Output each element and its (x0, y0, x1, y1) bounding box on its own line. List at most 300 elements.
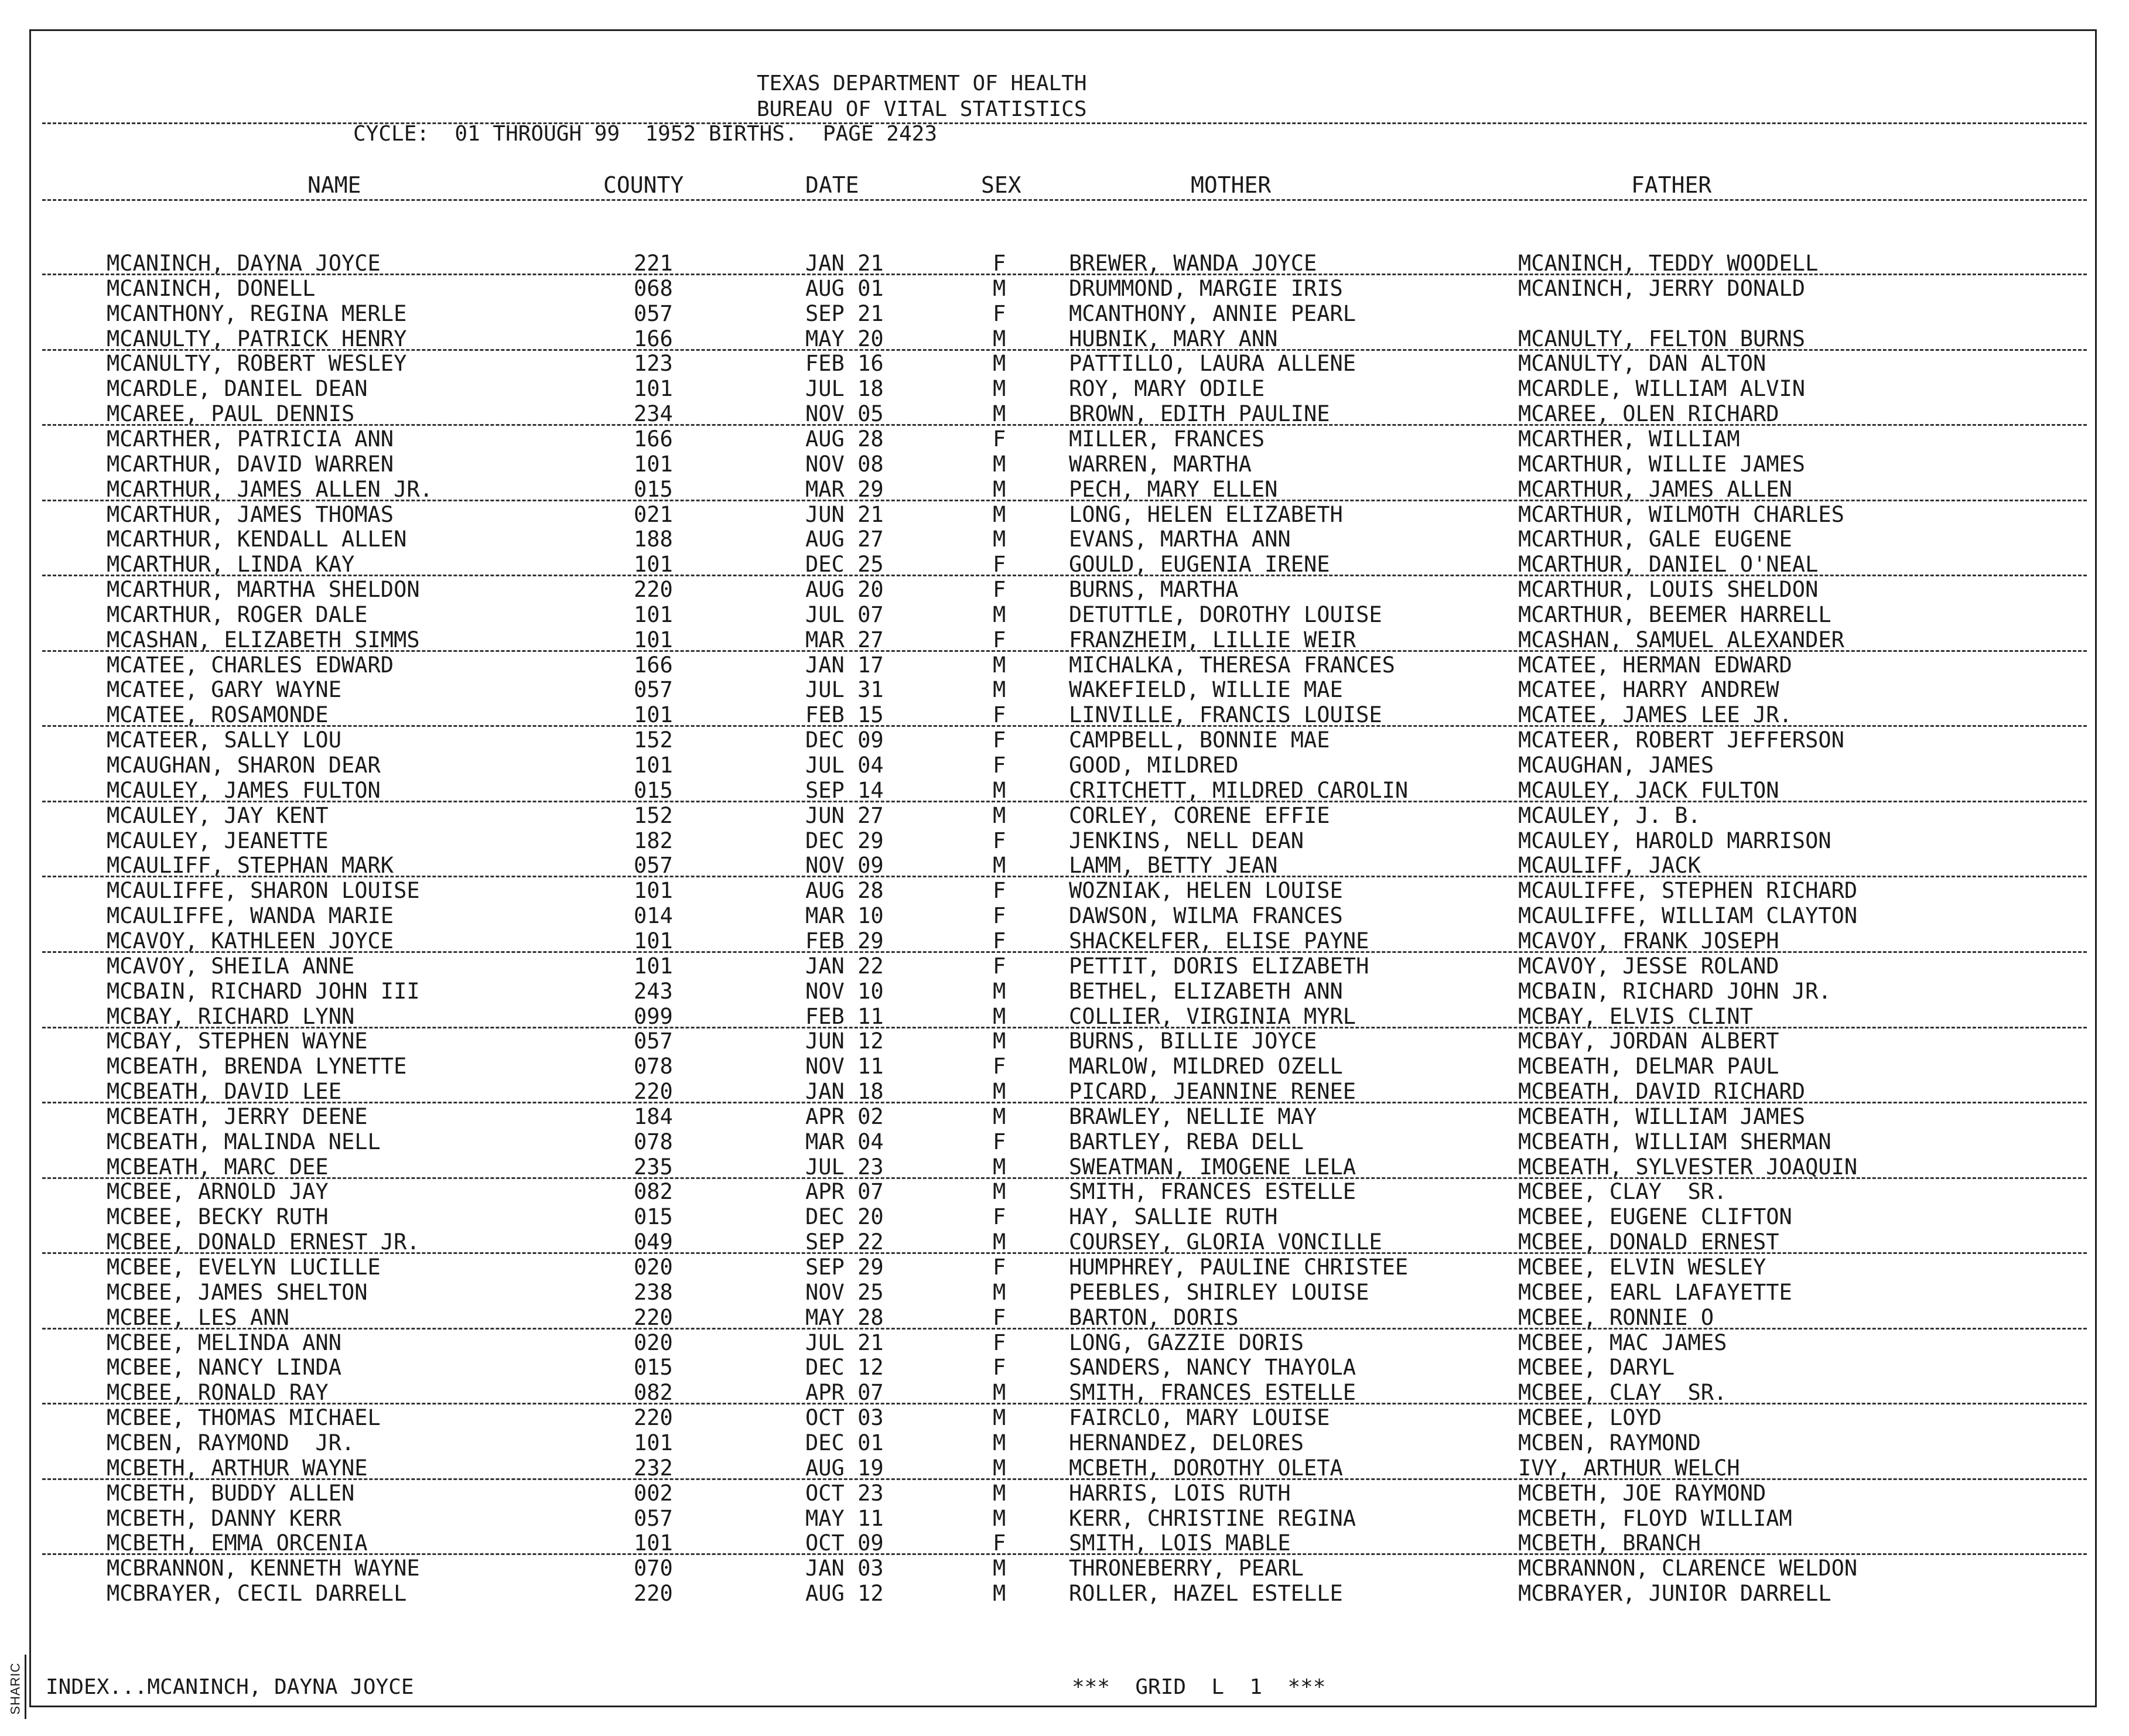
column-mother-header: MOTHER (1191, 172, 1272, 198)
record-name: MCAULEY, JEANETTE (107, 828, 329, 853)
record-name: MCBETH, DANNY KERR (107, 1506, 341, 1531)
record-father: MCARTHUR, BEEMER HARRELL (1518, 602, 1831, 627)
record-date: JAN 03 (805, 1556, 884, 1581)
record-father: MCANULTY, DAN ALTON (1518, 351, 1766, 376)
record-mother: LAMM, BETTY JEAN (1069, 853, 1278, 878)
record-county: 182 (634, 828, 673, 853)
record-date: AUG 12 (805, 1581, 884, 1606)
record-date: MAR 27 (805, 627, 884, 652)
record-date: JAN 22 (805, 954, 884, 979)
record-father: MCBEE, EARL LAFAYETTE (1518, 1280, 1792, 1305)
record-county: 068 (634, 276, 673, 301)
record-name: MCBRAYER, CECIL DARRELL (107, 1581, 407, 1606)
record-county: 101 (634, 878, 673, 903)
record-row (0, 527, 2129, 551)
record-row (0, 251, 2129, 275)
record-father: MCBEN, RAYMOND (1518, 1430, 1701, 1455)
record-sex: M (993, 652, 1006, 678)
record-name: MCBRANNON, KENNETH WAYNE (107, 1556, 420, 1581)
record-mother: CRITCHETT, MILDRED CAROLIN (1069, 778, 1409, 803)
record-row (0, 853, 2129, 877)
record-row (0, 702, 2129, 727)
record-name: MCAULIFF, STEPHAN MARK (107, 853, 394, 878)
record-county: 166 (634, 326, 673, 351)
record-father: MCBEATH, WILLIAM JAMES (1518, 1104, 1806, 1129)
record-mother: GOOD, MILDRED (1069, 753, 1239, 778)
record-row (0, 1305, 2129, 1330)
record-date: JAN 21 (805, 251, 884, 276)
record-mother: SMITH, LOIS MABLE (1069, 1530, 1291, 1556)
record-mother: LINVILLE, FRANCIS LOUISE (1069, 702, 1382, 727)
record-name: MCASHAN, ELIZABETH SIMMS (107, 627, 420, 652)
record-name: MCATEE, ROSAMONDE (107, 702, 329, 727)
record-mother: FRANZHEIM, LILLIE WEIR (1069, 627, 1356, 652)
record-name: MCBEATH, MARC DEE (107, 1154, 329, 1180)
record-date: AUG 19 (805, 1455, 884, 1481)
record-sex: M (993, 1380, 1006, 1405)
record-county: 152 (634, 803, 673, 828)
record-sex: M (993, 602, 1006, 627)
record-sex: M (993, 1455, 1006, 1481)
record-father: MCAULIFFE, WILLIAM CLAYTON (1518, 903, 1858, 928)
record-sex: M (993, 1079, 1006, 1104)
record-county: 220 (634, 1581, 673, 1606)
record-row (0, 477, 2129, 501)
record-county: 221 (634, 251, 673, 276)
record-county: 234 (634, 401, 673, 426)
record-county: 152 (634, 727, 673, 753)
record-name: MCBETH, BUDDY ALLEN (107, 1481, 355, 1506)
row-group-rule (42, 951, 2087, 953)
record-sex: M (993, 276, 1006, 301)
record-name: MCARTHUR, DAVID WARREN (107, 452, 394, 477)
record-father: MCBEATH, WILLIAM SHERMAN (1518, 1129, 1831, 1154)
record-row (0, 301, 2129, 326)
record-sex: M (993, 376, 1006, 401)
record-name: MCARTHUR, JAMES THOMAS (107, 502, 394, 527)
record-sex: F (993, 702, 1006, 727)
record-name: MCBEE, ARNOLD JAY (107, 1179, 329, 1204)
record-mother: SWEATMAN, IMOGENE LELA (1069, 1154, 1356, 1180)
record-mother: HARRIS, LOIS RUTH (1069, 1481, 1291, 1506)
record-mother: WOZNIAK, HELEN LOUISE (1069, 878, 1343, 903)
record-mother: HAY, SALLIE RUTH (1069, 1204, 1278, 1229)
record-row (0, 1255, 2129, 1279)
record-date: FEB 16 (805, 351, 884, 376)
record-father: MCARTHUR, WILLIE JAMES (1518, 452, 1806, 477)
record-father: MCARTHUR, GALE EUGENE (1518, 527, 1792, 552)
record-father: MCBETH, JOE RAYMOND (1518, 1481, 1766, 1506)
record-mother: CAMPBELL, BONNIE MAE (1069, 727, 1330, 753)
row-group-rule (42, 274, 2087, 275)
record-mother: DAWSON, WILMA FRANCES (1069, 903, 1343, 928)
record-sex: F (993, 1355, 1006, 1380)
cycle-line: CYCLE: 01 THROUGH 99 1952 BIRTHS. PAGE 2423 (353, 122, 937, 146)
record-date: MAR 10 (805, 903, 884, 928)
record-sex: F (993, 1204, 1006, 1229)
record-name: MCBAY, STEPHEN WAYNE (107, 1028, 368, 1054)
column-father-header: FATHER (1631, 172, 1712, 198)
record-date: DEC 01 (805, 1430, 884, 1455)
record-father: MCAULEY, JACK FULTON (1518, 778, 1779, 803)
record-county: 049 (634, 1229, 673, 1255)
record-row (0, 878, 2129, 903)
record-sex: F (993, 954, 1006, 979)
record-sex: M (993, 452, 1006, 477)
record-father: MCAUGHAN, JAMES (1518, 753, 1714, 778)
record-sex: F (993, 1054, 1006, 1079)
record-father: MCBRAYER, JUNIOR DARRELL (1518, 1581, 1831, 1606)
row-group-rule (42, 725, 2087, 727)
record-row (0, 928, 2129, 953)
record-date: JAN 18 (805, 1079, 884, 1104)
record-sex: M (993, 351, 1006, 376)
record-county: 020 (634, 1255, 673, 1280)
record-mother: FAIRCLO, MARY LOUISE (1069, 1405, 1330, 1430)
record-sex: M (993, 1004, 1006, 1029)
record-row (0, 727, 2129, 752)
row-group-rule (42, 1553, 2087, 1555)
record-sex: M (993, 1280, 1006, 1305)
record-sex: M (993, 853, 1006, 878)
record-date: DEC 09 (805, 727, 884, 753)
record-mother: HUBNIK, MARY ANN (1069, 326, 1278, 351)
record-father: MCBETH, FLOYD WILLIAM (1518, 1506, 1792, 1531)
record-row (0, 1229, 2129, 1254)
record-name: MCBEATH, DAVID LEE (107, 1079, 341, 1104)
record-mother: SMITH, FRANCES ESTELLE (1069, 1179, 1356, 1204)
record-father: MCAREE, OLEN RICHARD (1518, 401, 1779, 426)
record-date: AUG 01 (805, 276, 884, 301)
record-father: MCAULIFF, JACK (1518, 853, 1701, 878)
row-group-rule (42, 500, 2087, 501)
record-row (0, 954, 2129, 978)
record-date: JUN 12 (805, 1028, 884, 1054)
record-county: 220 (634, 577, 673, 602)
column-date-header: DATE (805, 172, 859, 198)
record-row (0, 677, 2129, 702)
record-date: APR 02 (805, 1104, 884, 1129)
record-father: MCBEE, MAC JAMES (1518, 1330, 1727, 1355)
record-sex: F (993, 1330, 1006, 1355)
record-sex: F (993, 251, 1006, 276)
record-father: MCBEATH, DELMAR PAUL (1518, 1054, 1779, 1079)
record-mother: BREWER, WANDA JOYCE (1069, 251, 1317, 276)
record-row (0, 778, 2129, 802)
row-group-rule (42, 876, 2087, 877)
record-county: 015 (634, 778, 673, 803)
record-county: 220 (634, 1305, 673, 1330)
record-sex: F (993, 301, 1006, 326)
record-name: MCAREE, PAUL DENNIS (107, 401, 355, 426)
record-name: MCARTHUR, LINDA KAY (107, 552, 355, 577)
record-name: MCAULIFFE, SHARON LOUISE (107, 878, 420, 903)
record-sex: M (993, 1104, 1006, 1129)
record-father: MCBETH, BRANCH (1518, 1530, 1701, 1556)
side-tag (2, 1663, 26, 1716)
record-father: MCANINCH, TEDDY WOODELL (1518, 251, 1819, 276)
header-rule (42, 122, 2087, 124)
record-mother: BROWN, EDITH PAULINE (1069, 401, 1330, 426)
record-county: 101 (634, 552, 673, 577)
record-date: NOV 08 (805, 452, 884, 477)
record-name: MCAUGHAN, SHARON DEAR (107, 753, 381, 778)
record-father: MCBAY, ELVIS CLINT (1518, 1004, 1753, 1029)
header-line-2: BUREAU OF VITAL STATISTICS (757, 97, 1087, 121)
record-county: 020 (634, 1330, 673, 1355)
record-name: MCBEE, RONALD RAY (107, 1380, 329, 1405)
record-name: MCANTHONY, REGINA MERLE (107, 301, 407, 326)
record-mother: KERR, CHRISTINE REGINA (1069, 1506, 1356, 1531)
record-father: MCBEE, ELVIN WESLEY (1518, 1255, 1766, 1280)
record-date: MAY 28 (805, 1305, 884, 1330)
record-sex: M (993, 1556, 1006, 1581)
record-mother: COURSEY, GLORIA VONCILLE (1069, 1229, 1382, 1255)
column-name-header: NAME (307, 172, 361, 198)
record-date: JUL 21 (805, 1330, 884, 1355)
grid-footer: *** GRID L 1 *** (1072, 1675, 1326, 1699)
record-row (0, 426, 2129, 451)
row-group-rule (42, 1102, 2087, 1103)
record-county: 057 (634, 677, 673, 702)
record-date: JUL 04 (805, 753, 884, 778)
record-mother: EVANS, MARTHA ANN (1069, 527, 1291, 552)
record-county: 238 (634, 1280, 673, 1305)
record-mother: PATTILLO, LAURA ALLENE (1069, 351, 1356, 376)
record-name: MCATEE, CHARLES EDWARD (107, 652, 394, 678)
record-mother: HERNANDEZ, DELORES (1069, 1430, 1304, 1455)
row-group-rule (42, 801, 2087, 802)
record-date: AUG 28 (805, 878, 884, 903)
record-row (0, 1079, 2129, 1103)
record-date: APR 07 (805, 1179, 884, 1204)
record-name: MCATEE, GARY WAYNE (107, 677, 341, 702)
record-county: 184 (634, 1104, 673, 1129)
record-sex: M (993, 677, 1006, 702)
record-sex: M (993, 1506, 1006, 1531)
record-mother: HUMPHREY, PAULINE CHRISTEE (1069, 1255, 1409, 1280)
record-date: SEP 22 (805, 1229, 884, 1255)
record-county: 101 (634, 627, 673, 652)
record-county: 078 (634, 1129, 673, 1154)
record-row (0, 376, 2129, 401)
record-father: MCBEATH, DAVID RICHARD (1518, 1079, 1806, 1104)
record-mother: PICARD, JEANNINE RENEE (1069, 1079, 1356, 1104)
record-sex: F (993, 627, 1006, 652)
record-mother: MCBETH, DOROTHY OLETA (1069, 1455, 1343, 1481)
row-group-rule (42, 424, 2087, 426)
record-name: MCBEATH, JERRY DEENE (107, 1104, 368, 1129)
record-date: NOV 11 (805, 1054, 884, 1079)
record-row (0, 1330, 2129, 1355)
record-mother: MARLOW, MILDRED OZELL (1069, 1054, 1343, 1079)
record-date: MAR 04 (805, 1129, 884, 1154)
record-mother: DRUMMOND, MARGIE IRIS (1069, 276, 1343, 301)
column-sex-header: SEX (981, 172, 1021, 198)
record-name: MCAVOY, KATHLEEN JOYCE (107, 928, 394, 954)
record-date: SEP 21 (805, 301, 884, 326)
record-mother: MICHALKA, THERESA FRANCES (1069, 652, 1395, 678)
record-mother: WARREN, MARTHA (1069, 452, 1252, 477)
record-row (0, 1430, 2129, 1455)
record-date: JUL 31 (805, 677, 884, 702)
record-mother: PETTIT, DORIS ELIZABETH (1069, 954, 1369, 979)
record-name: MCAULEY, JAMES FULTON (107, 778, 381, 803)
record-date: MAR 29 (805, 477, 884, 502)
record-sex: M (993, 979, 1006, 1004)
record-date: AUG 27 (805, 527, 884, 552)
record-sex: F (993, 1530, 1006, 1556)
record-row (0, 1506, 2129, 1530)
record-county: 220 (634, 1079, 673, 1104)
record-date: DEC 12 (805, 1355, 884, 1380)
record-county: 082 (634, 1380, 673, 1405)
record-row (0, 1455, 2129, 1480)
record-name: MCBEE, DONALD ERNEST JR. (107, 1229, 420, 1255)
record-mother: BURNS, BILLIE JOYCE (1069, 1028, 1317, 1054)
record-date: NOV 10 (805, 979, 884, 1004)
record-name: MCAULEY, JAY KENT (107, 803, 329, 828)
index-footer: INDEX...MCANINCH, DAYNA JOYCE (46, 1675, 414, 1699)
record-sex: M (993, 1154, 1006, 1180)
record-name: MCBEE, THOMAS MICHAEL (107, 1405, 381, 1430)
record-row (0, 552, 2129, 576)
record-county: 057 (634, 1506, 673, 1531)
record-date: APR 07 (805, 1380, 884, 1405)
record-sex: M (993, 401, 1006, 426)
record-father: MCBEE, LOYD (1518, 1405, 1662, 1430)
record-name: MCATEER, SALLY LOU (107, 727, 341, 753)
record-sex: M (993, 1229, 1006, 1255)
row-group-rule (42, 1252, 2087, 1254)
record-date: NOV 09 (805, 853, 884, 878)
record-row (0, 1004, 2129, 1028)
record-name: MCARTHUR, KENDALL ALLEN (107, 527, 407, 552)
record-date: JUL 23 (805, 1154, 884, 1180)
record-row (0, 1380, 2129, 1404)
record-mother: COLLIER, VIRGINIA MYRL (1069, 1004, 1356, 1029)
record-name: MCBEATH, MALINDA NELL (107, 1129, 381, 1154)
record-mother: WAKEFIELD, WILLIE MAE (1069, 677, 1343, 702)
record-county: 021 (634, 502, 673, 527)
record-county: 099 (634, 1004, 673, 1029)
record-mother: JENKINS, NELL DEAN (1069, 828, 1304, 853)
record-row (0, 1530, 2129, 1555)
record-father: MCBEE, DARYL (1518, 1355, 1675, 1380)
side-tag-text: SHARIC (8, 1662, 23, 1715)
record-name: MCANULTY, PATRICK HENRY (107, 326, 407, 351)
record-county: 057 (634, 301, 673, 326)
record-name: MCBETH, ARTHUR WAYNE (107, 1455, 368, 1481)
record-father: MCARTHUR, LOUIS SHELDON (1518, 577, 1819, 602)
record-row (0, 1154, 2129, 1179)
record-sex: M (993, 778, 1006, 803)
row-group-rule (42, 1478, 2087, 1480)
record-father: MCBEE, CLAY SR. (1518, 1380, 1727, 1405)
record-county: 057 (634, 853, 673, 878)
record-row (0, 602, 2129, 627)
record-father: MCBRANNON, CLARENCE WELDON (1518, 1556, 1858, 1581)
record-father: MCAVOY, FRANK JOSEPH (1518, 928, 1779, 954)
record-mother: PECH, MARY ELLEN (1069, 477, 1278, 502)
record-father: MCBEE, DONALD ERNEST (1518, 1229, 1779, 1255)
record-date: JAN 17 (805, 652, 884, 678)
record-father: MCBEE, RONNIE O (1518, 1305, 1714, 1330)
record-father: MCARTHUR, DANIEL O'NEAL (1518, 552, 1819, 577)
record-mother: ROY, MARY ODILE (1069, 376, 1265, 401)
record-name: MCANULTY, ROBERT WESLEY (107, 351, 407, 376)
record-county: 015 (634, 1204, 673, 1229)
record-sex: F (993, 577, 1006, 602)
record-county: 166 (634, 652, 673, 678)
record-name: MCBEE, LES ANN (107, 1305, 289, 1330)
record-father: MCAULEY, HAROLD MARRISON (1518, 828, 1831, 853)
record-date: DEC 29 (805, 828, 884, 853)
record-county: 101 (634, 954, 673, 979)
record-name: MCANINCH, DONELL (107, 276, 316, 301)
record-father: MCATEER, ROBERT JEFFERSON (1518, 727, 1844, 753)
record-row (0, 452, 2129, 476)
record-date: AUG 28 (805, 426, 884, 452)
record-sex: F (993, 426, 1006, 452)
record-sex: M (993, 326, 1006, 351)
record-sex: M (993, 1405, 1006, 1430)
record-sex: F (993, 1305, 1006, 1330)
record-row (0, 1129, 2129, 1154)
record-row (0, 1405, 2129, 1430)
record-sex: F (993, 727, 1006, 753)
record-mother: LONG, HELEN ELIZABETH (1069, 502, 1343, 527)
record-mother: BURNS, MARTHA (1069, 577, 1239, 602)
record-sex: M (993, 1430, 1006, 1455)
record-date: JUN 27 (805, 803, 884, 828)
record-name: MCARTHUR, JAMES ALLEN JR. (107, 477, 433, 502)
record-county: 078 (634, 1054, 673, 1079)
record-father: MCATEE, HARRY ANDREW (1518, 677, 1779, 702)
record-row (0, 1204, 2129, 1229)
record-date: JUN 21 (805, 502, 884, 527)
record-name: MCBEE, MELINDA ANN (107, 1330, 341, 1355)
record-mother: BARTON, DORIS (1069, 1305, 1239, 1330)
record-name: MCARTHUR, MARTHA SHELDON (107, 577, 420, 602)
record-date: SEP 14 (805, 778, 884, 803)
record-name: MCBEN, RAYMOND JR. (107, 1430, 355, 1455)
record-county: 101 (634, 1430, 673, 1455)
record-county: 015 (634, 1355, 673, 1380)
record-name: MCBAIN, RICHARD JOHN III (107, 979, 420, 1004)
record-father: MCARTHER, WILLIAM (1518, 426, 1740, 452)
record-row (0, 1581, 2129, 1605)
record-sex: M (993, 527, 1006, 552)
record-date: MAY 20 (805, 326, 884, 351)
record-sex: M (993, 1179, 1006, 1204)
record-father: MCBEE, CLAY SR. (1518, 1179, 1727, 1204)
record-date: AUG 20 (805, 577, 884, 602)
record-father: MCAULIFFE, STEPHEN RICHARD (1518, 878, 1858, 903)
record-date: FEB 29 (805, 928, 884, 954)
record-father: MCATEE, HERMAN EDWARD (1518, 652, 1792, 678)
record-row (0, 1280, 2129, 1304)
column-header-rule (42, 199, 2087, 201)
record-father: MCATEE, JAMES LEE JR. (1518, 702, 1792, 727)
record-mother: SHACKELFER, ELISE PAYNE (1069, 928, 1369, 954)
record-father: MCBEATH, SYLVESTER JOAQUIN (1518, 1154, 1858, 1180)
record-name: MCBETH, EMMA ORCENIA (107, 1530, 368, 1556)
record-name: MCBEATH, BRENDA LYNETTE (107, 1054, 407, 1079)
record-county: 101 (634, 928, 673, 954)
record-county: 101 (634, 753, 673, 778)
record-county: 166 (634, 426, 673, 452)
